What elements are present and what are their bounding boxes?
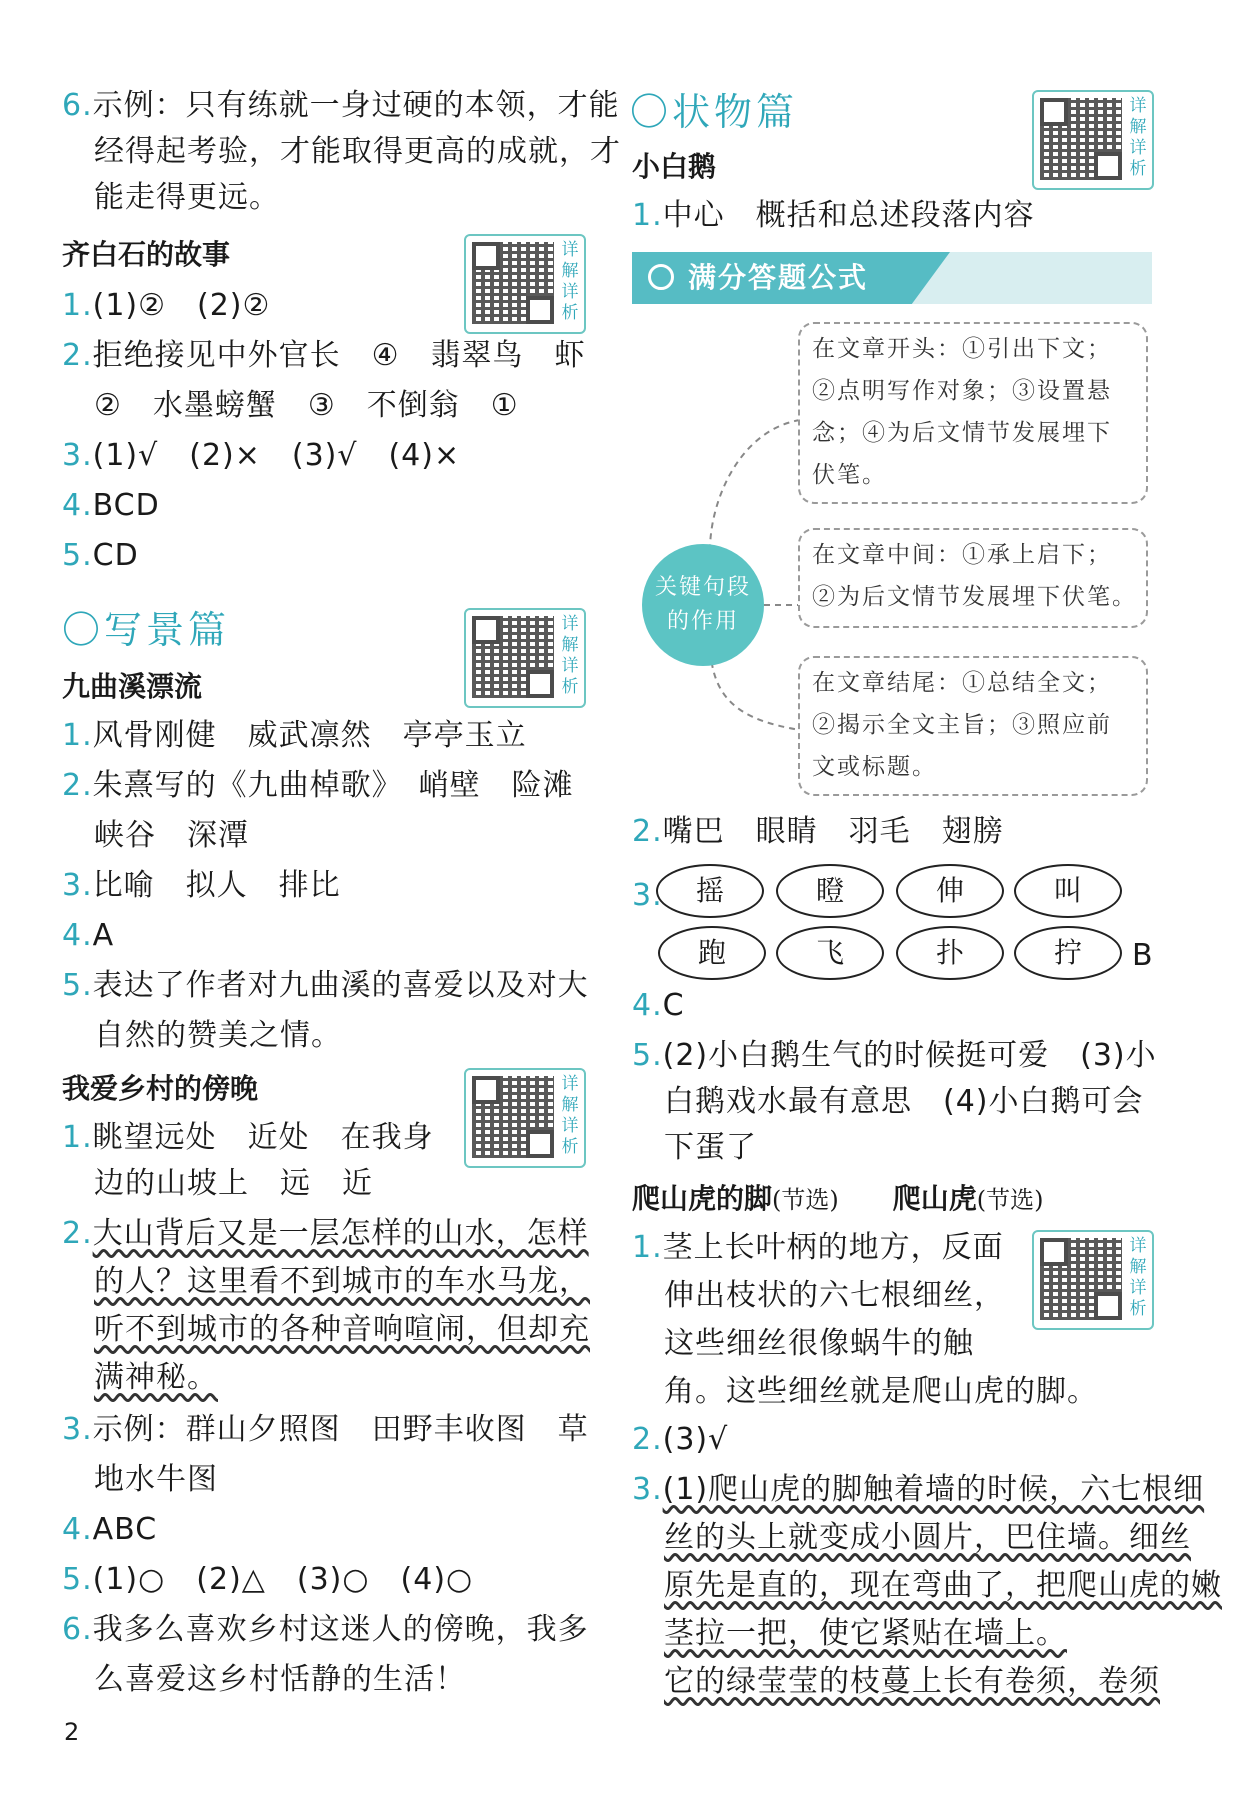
story-title: 九曲溪漂流 — [62, 670, 203, 703]
answer-line: 6.我多么喜欢乡村这迷人的傍晚，我多 — [62, 1612, 589, 1647]
answer-line: 4.A — [62, 918, 115, 953]
answer-line: 地水牛图 — [94, 1462, 218, 1497]
answer-line: 4.ABC — [62, 1512, 158, 1547]
answer-line: 5.表达了作者对九曲溪的喜爱以及对大 — [62, 968, 589, 1003]
answer-line: 丝的头上就变成小圆片，巴住墙。细丝 — [664, 1520, 1191, 1555]
formula-box-beginning: 在文章开头：①引出下文； ②点明写作对象；③设置悬 念；④为后文情节发展埋下 伏笔。 — [798, 322, 1148, 504]
qr-code[interactable] — [1032, 1230, 1154, 1330]
answer-line: 4.BCD — [62, 488, 160, 523]
qr-label: 详解详析 — [1129, 1236, 1147, 1319]
verb-oval: 伸 — [896, 864, 1004, 918]
circle-line: 关键句段 — [654, 575, 751, 600]
answer-line: 伸出枝状的六七根细丝， — [664, 1278, 1005, 1313]
answer-line: 茎拉一把，使它紧贴在墙上。 — [664, 1616, 1067, 1651]
qr-label: 详解详析 — [561, 1074, 579, 1157]
answer-line: 自然的赞美之情。 — [94, 1018, 342, 1053]
section-heading: 〇状物篇 — [630, 90, 799, 134]
answer-line: 经得起考验，才能取得更高的成就，才 — [94, 134, 621, 169]
verb-oval: 叫 — [1014, 864, 1122, 918]
key-sentence-circle — [642, 544, 764, 666]
answer-line: 的人？这里看不到城市的车水马龙， — [94, 1264, 590, 1299]
answer-line: 2.大山背后又是一层怎样的山水，怎样 — [62, 1216, 589, 1251]
answer-line: 2.朱熹写的《九曲棹歌》 峭壁 险滩 — [62, 768, 574, 803]
qr-label: 详解详析 — [561, 614, 579, 697]
answer-line: B — [1132, 938, 1154, 973]
answer-line: 能走得更远。 — [94, 180, 280, 215]
qr-code[interactable] — [464, 234, 586, 334]
answer-line: 2.嘴巴 眼睛 羽毛 翅膀 — [632, 814, 1004, 849]
verb-oval: 拧 — [1014, 926, 1122, 980]
qr-code[interactable] — [1032, 90, 1154, 190]
answer-line: 2.拒绝接见中外官长 ④ 翡翠鸟 虾 — [62, 338, 586, 373]
qr-code-icon — [1040, 98, 1122, 180]
answer-line: 下蛋了 — [664, 1130, 757, 1165]
answer-line: 峡谷 深潭 — [94, 818, 249, 853]
qr-code-icon — [1040, 1238, 1122, 1320]
answer-line: 边的山坡上 远 近 — [94, 1166, 373, 1201]
story-title: 小白鹅 — [632, 150, 717, 183]
story-title: 爬山虎的脚(节选) 爬山虎(节选) — [632, 1182, 1044, 1215]
section-heading: 〇写景篇 — [62, 608, 231, 652]
qr-label: 详解详析 — [561, 240, 579, 323]
answer-line: 1.风骨刚健 威武凛然 亭亭玉立 — [62, 718, 527, 753]
qr-code-icon — [472, 616, 554, 698]
formula-box-middle: 在文章中间：①承上启下； ②为后文情节发展埋下伏笔。 — [798, 528, 1148, 628]
answer-line: 3. — [632, 878, 663, 913]
verb-oval: 瞪 — [776, 864, 884, 918]
answer-line: 5.(1)○ (2)△ (3)○ (4)○ — [62, 1562, 474, 1597]
answer-line: 满神秘。 — [94, 1360, 218, 1395]
answer-line: 6.示例：只有练就一身过硬的本领，才能 — [62, 88, 620, 123]
answer-line: 3.(1)√ (2)× (3)√ (4)× — [62, 438, 461, 473]
qr-code[interactable] — [464, 1068, 586, 1168]
answer-line: 么喜爱这乡村恬静的生活！ — [94, 1662, 466, 1697]
banner-title: 满分答题公式 — [688, 261, 869, 294]
answer-line: 5.CD — [62, 538, 139, 573]
verb-oval: 飞 — [776, 926, 884, 980]
qr-code[interactable] — [464, 608, 586, 708]
answer-line: 1.茎上长叶柄的地方，反面 — [632, 1230, 1004, 1265]
answer-line: 3.比喻 拟人 排比 — [62, 868, 341, 903]
qr-code-icon — [472, 242, 554, 324]
answer-line: 4.C — [632, 988, 685, 1023]
answer-line: 这些细丝很像蜗牛的触 — [664, 1326, 974, 1361]
qr-code-icon — [472, 1076, 554, 1158]
answer-line: 3.(1)爬山虎的脚触着墙的时候，六七根细 — [632, 1472, 1205, 1507]
answer-line: 1.(1)② (2)② — [62, 288, 271, 323]
answer-line: 5.(2)小白鹅生气的时候挺可爱 (3)小 — [632, 1038, 1157, 1073]
answer-line: 原先是直的，现在弯曲了，把爬山虎的嫩 — [664, 1568, 1222, 1603]
answer-line: 1.中心 概括和总述段落内容 — [632, 198, 1035, 233]
answer-line: 听不到城市的各种音响喧闹，但却充 — [94, 1312, 590, 1347]
circle-line: 的作用 — [666, 609, 739, 634]
story-title: 我爱乡村的傍晚 — [62, 1072, 259, 1105]
formula-box-end: 在文章结尾：①总结全文； ②揭示全文主旨；③照应前 文或标题。 — [798, 656, 1148, 796]
answer-line: 白鹅戏水最有意思 (4)小白鹅可会 — [664, 1084, 1144, 1119]
answer-line: 3.示例：群山夕照图 田野丰收图 草 — [62, 1412, 589, 1447]
answer-line: ② 水墨螃蟹 ③ 不倒翁 ① — [94, 388, 519, 423]
leaf-icon — [648, 264, 674, 290]
verb-oval: 跑 — [658, 926, 766, 980]
page-number: 2 — [64, 1718, 80, 1746]
story-title: 齐白石的故事 — [62, 238, 231, 271]
answer-line: 它的绿莹莹的枝蔓上长有卷须，卷须 — [664, 1664, 1160, 1699]
answer-line: 角。这些细丝就是爬山虎的脚。 — [664, 1374, 1098, 1409]
qr-label: 详解详析 — [1129, 96, 1147, 179]
answer-line: 1.眺望远处 近处 在我身 — [62, 1120, 434, 1155]
answer-line: 2.(3)√ — [632, 1422, 729, 1457]
verb-oval: 扑 — [896, 926, 1004, 980]
verb-oval: 摇 — [656, 864, 764, 918]
